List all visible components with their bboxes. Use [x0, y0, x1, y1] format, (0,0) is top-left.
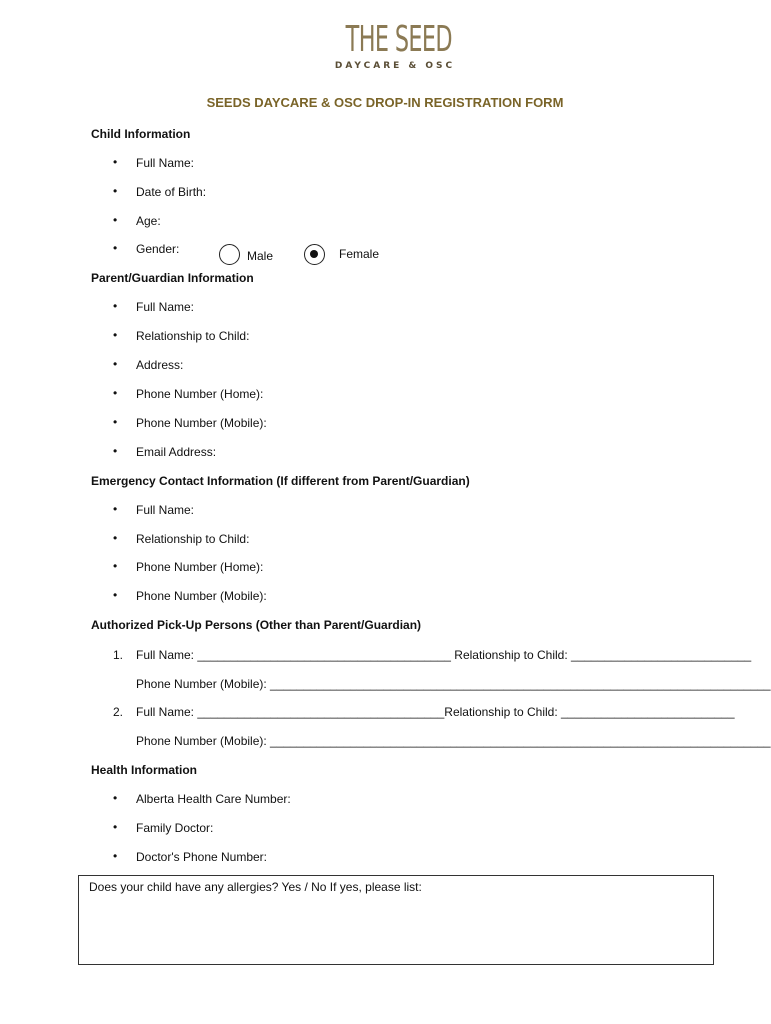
- logo-main-text: THE SEED: [345, 19, 452, 60]
- emergency-phone-home-label: Phone Number (Home):: [136, 560, 264, 574]
- bullet: •: [113, 415, 118, 429]
- gender-male-label: Male: [247, 249, 274, 263]
- parent-full-name-label: Full Name:: [136, 300, 195, 314]
- bullet: •: [113, 213, 118, 227]
- pickup-person-number: 2.: [113, 705, 124, 719]
- child-info-heading: Child Information: [91, 127, 191, 141]
- bullet: •: [113, 386, 118, 400]
- bullet: •: [113, 588, 118, 602]
- bullet: •: [113, 444, 118, 458]
- pickup-person-number: 1.: [113, 648, 124, 662]
- pickup-person-2-phone-line: Phone Number (Mobile): ___________________________________________________________________________: [136, 734, 771, 748]
- child-full-name-label: Full Name:: [136, 156, 195, 170]
- bullet: •: [113, 241, 118, 255]
- allergies-box[interactable]: [78, 875, 714, 965]
- bullet: •: [113, 299, 118, 313]
- child-age-label: Age:: [136, 214, 161, 228]
- bullet: •: [113, 559, 118, 573]
- parent-phone-home-label: Phone Number (Home):: [136, 387, 264, 401]
- bullet: •: [113, 791, 118, 805]
- bullet: •: [113, 849, 118, 863]
- gender-male-radio[interactable]: [219, 244, 240, 265]
- pickup-person-1-phone-line: Phone Number (Mobile): ___________________________________________________________________________: [136, 677, 771, 691]
- parent-relationship-label: Relationship to Child:: [136, 329, 250, 343]
- pickup-person-2-name-line: Full Name: _____________________________________Relationship to Child: __________________________: [136, 705, 735, 719]
- health-care-number-label: Alberta Health Care Number:: [136, 792, 291, 806]
- logo-sub-text: DAYCARE & OSC: [334, 61, 456, 71]
- parent-info-heading: Parent/Guardian Information: [91, 271, 254, 285]
- child-gender-label: Gender:: [136, 242, 180, 256]
- bullet: •: [113, 357, 118, 371]
- bullet: •: [113, 502, 118, 516]
- bullet: •: [113, 820, 118, 834]
- allergies-question: Does your child have any allergies? Yes / No If yes, please list:: [89, 880, 422, 894]
- bullet: •: [113, 328, 118, 342]
- emergency-full-name-label: Full Name:: [136, 503, 195, 517]
- child-dob-label: Date of Birth:: [136, 185, 207, 199]
- emergency-phone-mobile-label: Phone Number (Mobile):: [136, 589, 267, 603]
- bullet: •: [113, 184, 118, 198]
- pickup-heading: Authorized Pick-Up Persons (Other than Parent/Guardian): [91, 618, 422, 632]
- doctor-phone-label: Doctor's Phone Number:: [136, 850, 268, 864]
- health-info-heading: Health Information: [91, 763, 198, 777]
- parent-address-label: Address:: [136, 358, 184, 372]
- gender-female-radio[interactable]: [304, 244, 325, 265]
- bullet: •: [113, 531, 118, 545]
- emergency-relationship-label: Relationship to Child:: [136, 532, 250, 546]
- family-doctor-label: Family Doctor:: [136, 821, 214, 835]
- parent-email-label: Email Address:: [136, 445, 217, 459]
- form-title: SEEDS DAYCARE & OSC DROP-IN REGISTRATION FORM: [206, 95, 564, 110]
- parent-phone-mobile-label: Phone Number (Mobile):: [136, 416, 267, 430]
- gender-female-label: Female: [339, 247, 380, 261]
- bullet: •: [113, 155, 118, 169]
- logo: [0, 20, 770, 71]
- pickup-person-1-name-line: Full Name: ______________________________________ Relationship to Child: ___________________________: [136, 648, 752, 662]
- radio-selected-dot: [310, 250, 318, 258]
- emergency-info-heading: Emergency Contact Information (If different from Parent/Guardian): [91, 474, 470, 488]
